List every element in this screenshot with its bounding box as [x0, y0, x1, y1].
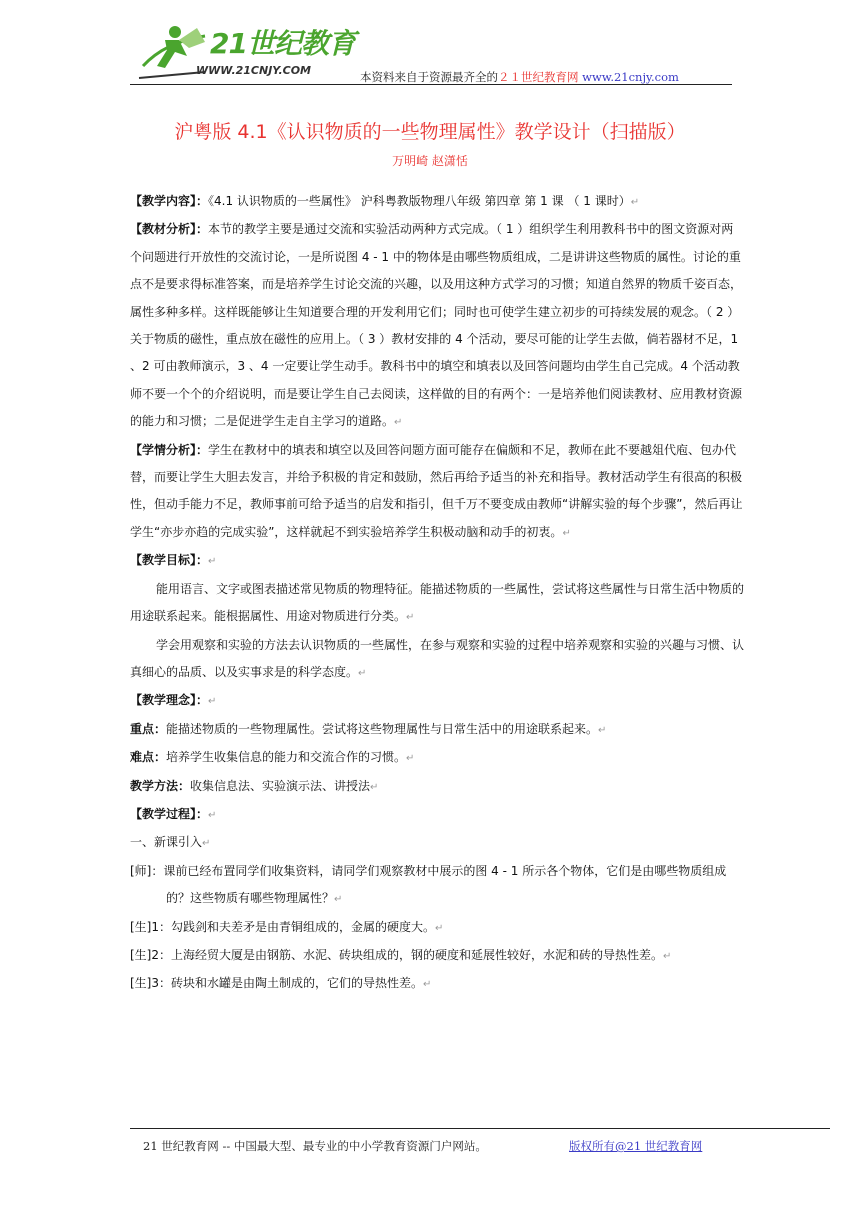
paragraph-mark: ↵	[423, 979, 432, 991]
header-divider	[130, 84, 732, 85]
document-body	[130, 188, 745, 999]
paragraph-mark: ↵	[435, 922, 444, 934]
paragraph-mark: ↵	[394, 417, 403, 429]
page-header	[130, 22, 730, 86]
key-paragraph	[130, 716, 745, 744]
difficulty-text: 培养学生收集信息的能力和交流合作的习惯。	[166, 750, 407, 765]
learner-text: 学生在教材中的填表和填空以及回答问题方面可能存在偏颇和不足，教师在此不要越俎代庖、包办代替，而要让学生大胆去发言，并给予积极的肯定和鼓励，然后再给予适当的补充和指导。教材活动学生有很高的积极性，但动手能力不足，教师事前可给予适当的启发和指引，但千万不要变成由教师“讲解实验的每个步骤”，然后再让学生“亦步亦趋的完成实验”，这样就起不到实验培养学生积极动脑和动手的初衷。	[130, 442, 743, 539]
paragraph-mark: ↵	[598, 724, 607, 736]
key-label: 重点：	[130, 721, 167, 736]
paragraph-mark: ↵	[358, 667, 367, 679]
goals-text-1: 能用语言、文字或图表描述常见物质的物理特征。能描述物质的一些属性，尝试将这些属性与日常生活中物质的用途联系起来。能根据属性、用途对物质进行分类。	[130, 581, 745, 624]
header-note-prefix: 本资料来自于资源最齐全的	[360, 70, 498, 84]
document-authors: 万明崎 赵潇恬	[392, 154, 468, 168]
header-note	[360, 69, 679, 85]
student-line-3	[130, 970, 745, 998]
process-heading	[130, 801, 745, 829]
paragraph-mark: ↵	[406, 612, 415, 624]
method-text: 收集信息法、实验演示法、讲授法	[190, 778, 371, 793]
method-paragraph	[130, 773, 745, 801]
goals-paragraph-1	[130, 576, 745, 632]
process-label: 【教学过程】：	[130, 806, 209, 821]
goals-label: 【教学目标】：	[130, 553, 209, 568]
learner-label: 【学情分析】：	[130, 442, 209, 457]
content-label: 【教学内容】：	[130, 194, 209, 208]
student-line-1	[130, 914, 745, 942]
content-text: 《4.1 认识物质的一些属性》 沪科粤教版物理八年级 第四章 第 1 课 （ 1 课时）	[208, 194, 631, 208]
analysis-text: 本节的教学主要是通过交流和实验活动两种方式完成。（ 1 ）组织学生利用教科书中的图文资源对两个问题进行开放性的交流讨论，一是所说图 4 - 1 中的物体是由哪些物质组成，二是讲讲这些物质的属性。讨论的重点不是要求得标准答案，而是培养学生讨论交流的兴趣，以及用这种方式学习的习惯；知道自然界的物质千姿百态，属性多种多样。这样既能够让生知道要合理的开发利用它们；同时也可使学生建立初步的可持续发展的观念。（ 2 ）关于物质的磁性，重点放在磁性的应用上。（ 3 ）教材安排的 4 个活动，要尽可能的让学生去做，倘若器材不足，1 、2 可由教师演示，3 、4 一定要让学生动手。教科书中的填空和填表以及回答问题均由学生自己完成。4 个活动教师不要一个个的介绍说明，而是要让学生自己去阅读，这样做的目的有两个：一是培养他们阅读教材、应用教材资源的能力和习惯；二是促进学生走自主学习的道路。	[130, 222, 743, 429]
analysis-paragraph	[130, 216, 745, 436]
student-text-2: [生]2：上海经贸大厦是由钢筋、水泥、砖块组成的，钢的硬度和延展性较好，水泥和砖的导热性差。	[130, 947, 664, 962]
footer-divider	[130, 1128, 830, 1129]
page-footer	[143, 1138, 703, 1154]
goals-text-2: 学会用观察和实验的方法去认识物质的一些属性，在参与观察和实验的过程中培养观察和实验的兴趣与习惯、认真细心的品质、以及实事求是的科学态度。	[130, 637, 745, 679]
paragraph-mark: ↵	[202, 838, 211, 850]
step-1-text: 一、新课引入	[130, 835, 203, 850]
document-title: 沪粤版 4.1《认识物质的一些物理属性》教学设计（扫描版）	[174, 121, 686, 143]
footer-copyright-link[interactable]: 版权所有@21 世纪教育网	[569, 1139, 703, 1153]
paragraph-mark: ↵	[208, 696, 217, 708]
header-site-link[interactable]: ２１世纪教育网	[498, 70, 579, 84]
student-text-1: [生]1：勾践剑和夫差矛是由青铜组成的，金属的硬度大。	[130, 919, 436, 934]
paragraph-mark: ↵	[663, 950, 672, 962]
key-text: 能描述物质的一些物理属性。尝试将这些物理属性与日常生活中的用途联系起来。	[166, 721, 599, 736]
paragraph-mark: ↵	[406, 753, 415, 765]
student-text-3: [生]3：砖块和水罐是由陶土制成的，它们的导热性差。	[130, 976, 424, 991]
goals-paragraph-2	[130, 632, 745, 688]
step-1	[130, 829, 745, 857]
paragraph-mark: ↵	[208, 809, 217, 821]
paragraph-mark: ↵	[562, 527, 571, 539]
difficulty-paragraph	[130, 744, 745, 772]
paragraph-mark: ↵	[208, 556, 217, 568]
idea-label: 【教学理念】：	[130, 693, 209, 708]
idea-heading	[130, 687, 745, 715]
difficulty-label: 难点：	[130, 750, 167, 765]
method-label: 教学方法：	[130, 778, 191, 793]
logo-url: WWW.21CNJY.COM	[196, 64, 311, 77]
teacher-line	[130, 858, 745, 914]
student-line-2	[130, 942, 745, 970]
paragraph-mark: ↵	[630, 197, 640, 208]
paragraph-mark: ↵	[370, 781, 379, 793]
content-paragraph	[130, 188, 745, 216]
learner-paragraph	[130, 437, 745, 548]
analysis-label: 【教材分析】：	[130, 222, 209, 237]
footer-text: 21 世纪教育网 -- 中国最大型、最专业的中小学教育资源门户网站。	[143, 1139, 487, 1153]
logo-text: 21世纪教育	[210, 27, 355, 60]
paragraph-mark: ↵	[334, 894, 343, 906]
goals-heading	[130, 547, 745, 575]
teacher-text: [师]：课前已经布置同学们收集资料，请同学们观察教材中展示的图 4 - 1 所示各个物体，它们是由哪些物质组成的？这些物质有哪些物理属性？	[130, 863, 727, 906]
header-url-link[interactable]: www.21cnjy.com	[582, 70, 679, 84]
